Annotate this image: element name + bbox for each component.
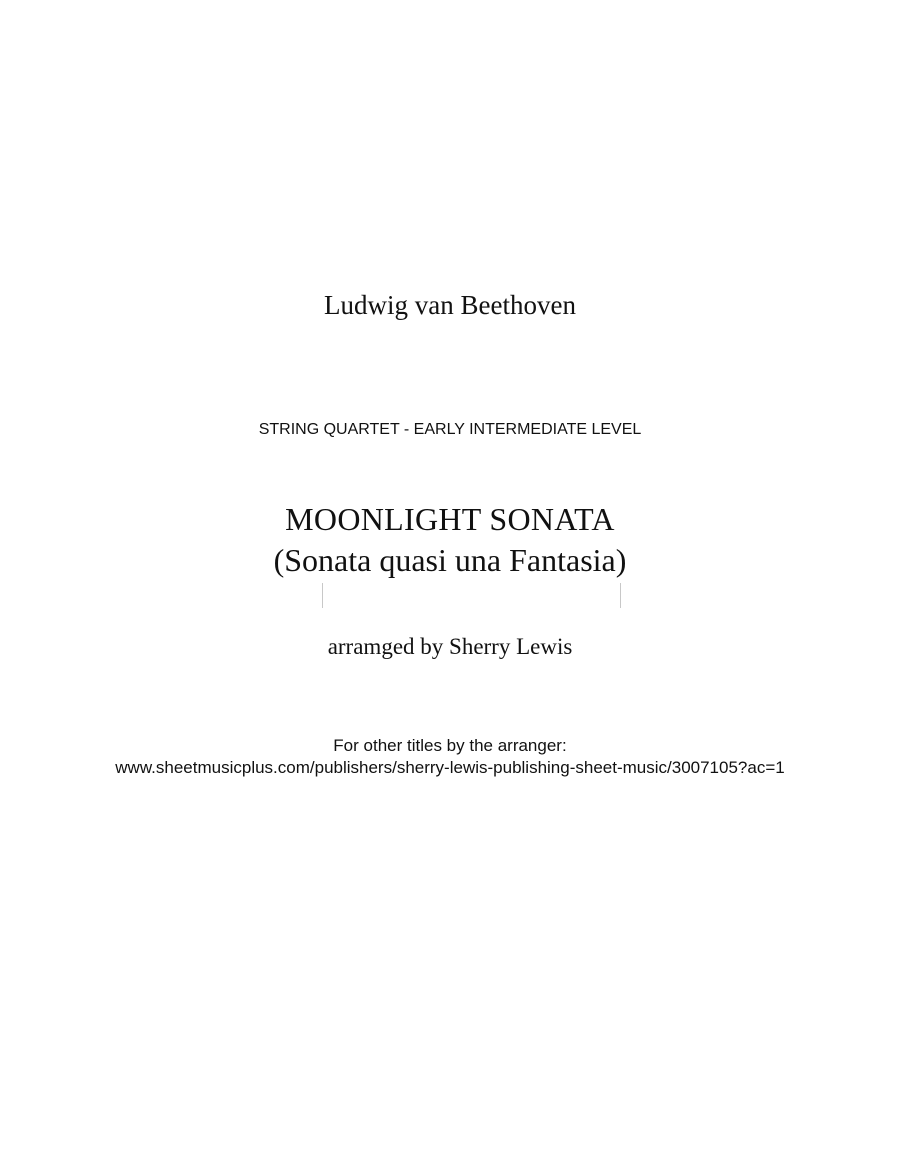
piece-title: MOONLIGHT SONATA (285, 501, 615, 537)
crop-mark-left (322, 583, 323, 608)
arranger-credit: arramged by Sherry Lewis (327, 634, 573, 659)
crop-mark-right (620, 583, 621, 608)
other-titles-label: For other titles by the arranger: (333, 736, 567, 755)
arranger-url: www.sheetmusicplus.com/publishers/sherry-lewis-publishing-sheet-music/3007105?ac=1 (115, 758, 785, 777)
ensemble-level-subtitle: STRING QUARTET - EARLY INTERMEDIATE LEVEL (258, 421, 642, 438)
piece-alt-title: (Sonata quasi una Fantasia) (273, 542, 627, 578)
composer-name: Ludwig van Beethoven (324, 290, 576, 320)
